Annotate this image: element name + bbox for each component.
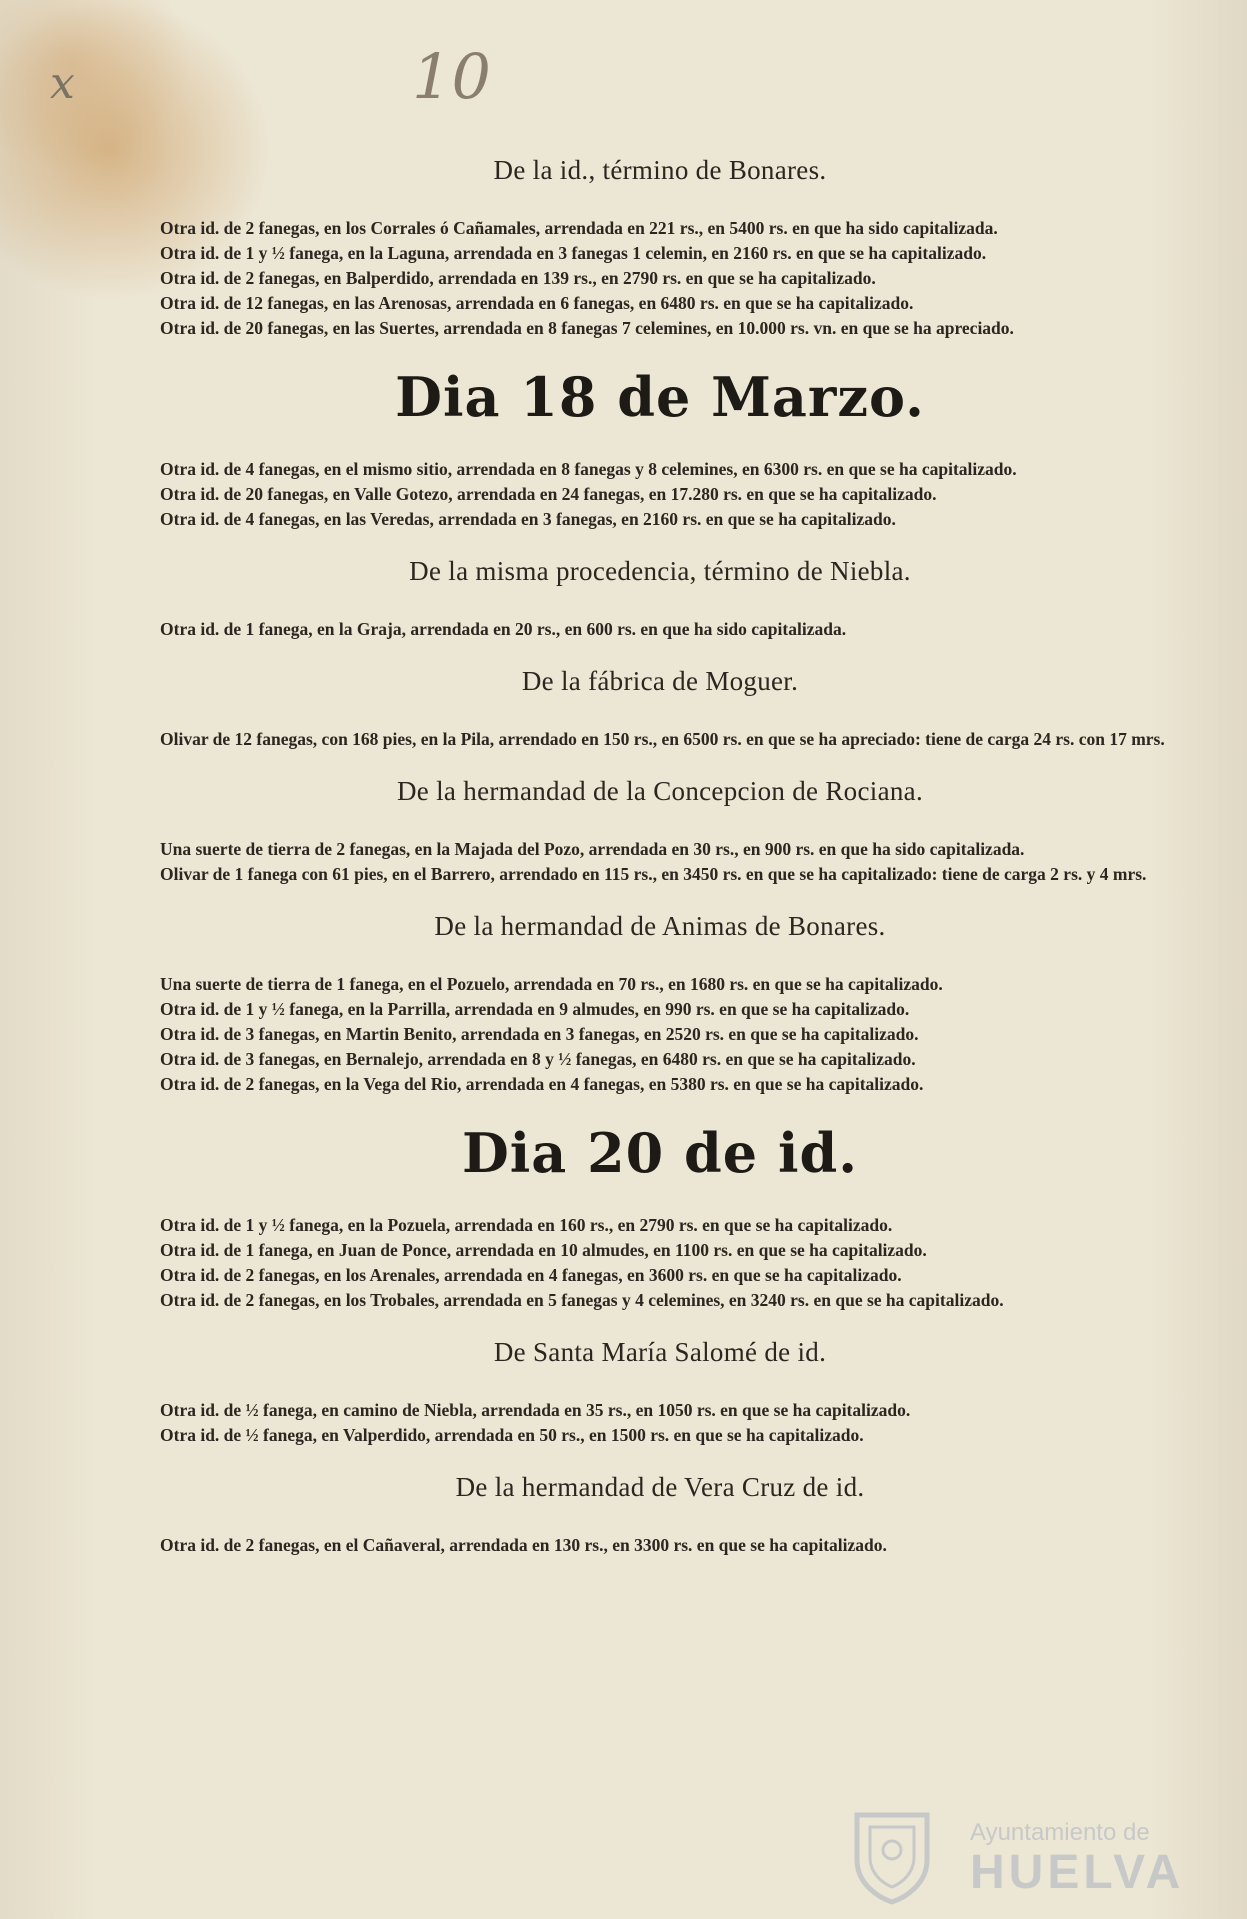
section-animas-bonares — [135, 911, 1185, 1097]
section-heading: De la id., término de Bonares. — [493, 155, 827, 185]
property-entry: Olivar de 1 fanega con 61 pies, en el Barrero, arrendado en 115 rs., en 3450 rs. en que se ha capitalizado: tiene de carga 2 rs. y 4 mrs. — [160, 864, 1147, 884]
property-entry: Otra id. de 2 fanegas, en el Cañaveral, arrendada en 130 rs., en 3300 rs. en que se ha capitalizado. — [160, 1535, 887, 1555]
property-entry: Otra id. de 2 fanegas, en los Trobales, arrendada en 5 fanegas y 4 celemines, en 3240 rs. en que se ha capitalizado. — [160, 1290, 1004, 1310]
property-entry: Otra id. de 2 fanegas, en los Arenales, arrendada en 4 fanegas, en 3600 rs. en que se ha capitalizado. — [160, 1265, 902, 1285]
property-entry: Una suerte de tierra de 1 fanega, en el Pozuelo, arrendada en 70 rs., en 1680 rs. en que se ha capitalizado. — [160, 974, 943, 994]
property-entry: Otra id. de 2 fanegas, en Balperdido, arrendada en 139 rs., en 2790 rs. en que se ha capitalizado. — [160, 268, 876, 288]
property-entry: Otra id. de 1 fanega, en Juan de Ponce, arrendada en 10 almudes, en 1100 rs. en que se ha capitalizado. — [160, 1240, 927, 1260]
handwritten-page-number: 10 — [412, 40, 491, 113]
section-heading: De la misma procedencia, término de Niebla. — [409, 556, 911, 586]
property-entry: Otra id. de 4 fanegas, en las Veredas, arrendada en 3 fanegas, en 2160 rs. en que se ha capitalizado. — [160, 509, 896, 529]
property-entry: Otra id. de ½ fanega, en Valperdido, arrendada en 50 rs., en 1500 rs. en que se ha capitalizado. — [160, 1425, 864, 1445]
property-entry: Otra id. de 12 fanegas, en las Arenosas, arrendada en 6 fanegas, en 6480 rs. en que se ha capitalizado. — [160, 293, 914, 313]
property-entry: Otra id. de 4 fanegas, en el mismo sitio, arrendada en 8 fanegas y 8 celemines, en 6300 rs. en que se ha capitalizado. — [160, 459, 1017, 479]
property-entry: Otra id. de 2 fanegas, en la Vega del Rio, arrendada en 4 fanegas, en 5380 rs. en que se ha capitalizado. — [160, 1074, 924, 1094]
section-santa-maria-salome — [135, 1337, 1185, 1448]
section-niebla — [135, 556, 1185, 642]
section-heading: De Santa María Salomé de id. — [493, 1337, 827, 1367]
property-entry: Otra id. de 1 y ½ fanega, en la Parrilla, arrendada en 9 almudes, en 990 rs. en que se ha capitalizado. — [160, 999, 910, 1019]
section-heading: De la hermandad de la Concepcion de Rociana. — [397, 776, 923, 806]
property-entry: Olivar de 12 fanegas, con 168 pies, en la Pila, arrendado en 150 rs., en 6500 rs. en que se ha apreciado: tiene de carga 24 rs. con 17 mrs. — [160, 729, 1165, 749]
property-entry: Otra id. de 20 fanegas, en Valle Gotezo, arrendada en 24 fanegas, en 17.280 rs. en que se ha capitalizado. — [160, 484, 937, 504]
section-concepcion-rociana — [135, 776, 1185, 887]
section-bonares — [135, 155, 1185, 341]
section-dia-18-marzo — [135, 365, 1185, 532]
property-entry: Otra id. de 1 y ½ fanega, en la Pozuela, arrendada en 160 rs., en 2790 rs. en que se ha capitalizado. — [160, 1215, 893, 1235]
property-entry: Otra id. de ½ fanega, en camino de Niebla, arrendada en 35 rs., en 1050 rs. en que se ha capitalizado. — [160, 1400, 911, 1420]
city-shield-icon — [842, 1805, 942, 1905]
date-heading: Dia 20 de id. — [461, 1121, 859, 1185]
section-vera-cruz — [135, 1472, 1185, 1558]
watermark-line1: Ayuntamiento de — [970, 1819, 1150, 1846]
section-heading: De la hermandad de Animas de Bonares. — [434, 911, 886, 941]
property-entry: Otra id. de 3 fanegas, en Martin Benito, arrendada en 3 fanegas, en 2520 rs. en que se ha capitalizado. — [160, 1024, 919, 1044]
document-body — [135, 155, 1185, 1582]
section-heading: De la hermandad de Vera Cruz de id. — [455, 1472, 865, 1502]
property-entry: Otra id. de 1 y ½ fanega, en la Laguna, arrendada en 3 fanegas 1 celemin, en 2160 rs. en que se ha capitalizado. — [160, 243, 987, 263]
section-dia-20 — [135, 1121, 1185, 1313]
watermark-line2: HUELVA — [970, 1846, 1185, 1899]
property-entry: Otra id. de 1 fanega, en la Graja, arrendada en 20 rs., en 600 rs. en que ha sido capitalizada. — [160, 619, 847, 639]
section-fabrica-moguer — [135, 666, 1185, 752]
watermark-logo — [842, 1805, 1185, 1905]
property-entry: Otra id. de 3 fanegas, en Bernalejo, arrendada en 8 y ½ fanegas, en 6480 rs. en que se ha capitalizado. — [160, 1049, 916, 1069]
property-entry: Una suerte de tierra de 2 fanegas, en la Majada del Pozo, arrendada en 30 rs., en 900 rs. en que ha sido capitalizada. — [160, 839, 1025, 859]
property-entry: Otra id. de 20 fanegas, en las Suertes, arrendada en 8 fanegas 7 celemines, en 10.000 rs. vn. en que se ha apreciado. — [160, 318, 1014, 338]
section-heading: De la fábrica de Moguer. — [521, 666, 799, 696]
property-entry: Otra id. de 2 fanegas, en los Corrales ó Cañamales, arrendada en 221 rs., en 5400 rs. en que ha sido capitalizada. — [160, 218, 998, 238]
date-heading: Dia 18 de Marzo. — [395, 365, 925, 429]
handwritten-mark: x — [50, 58, 75, 109]
